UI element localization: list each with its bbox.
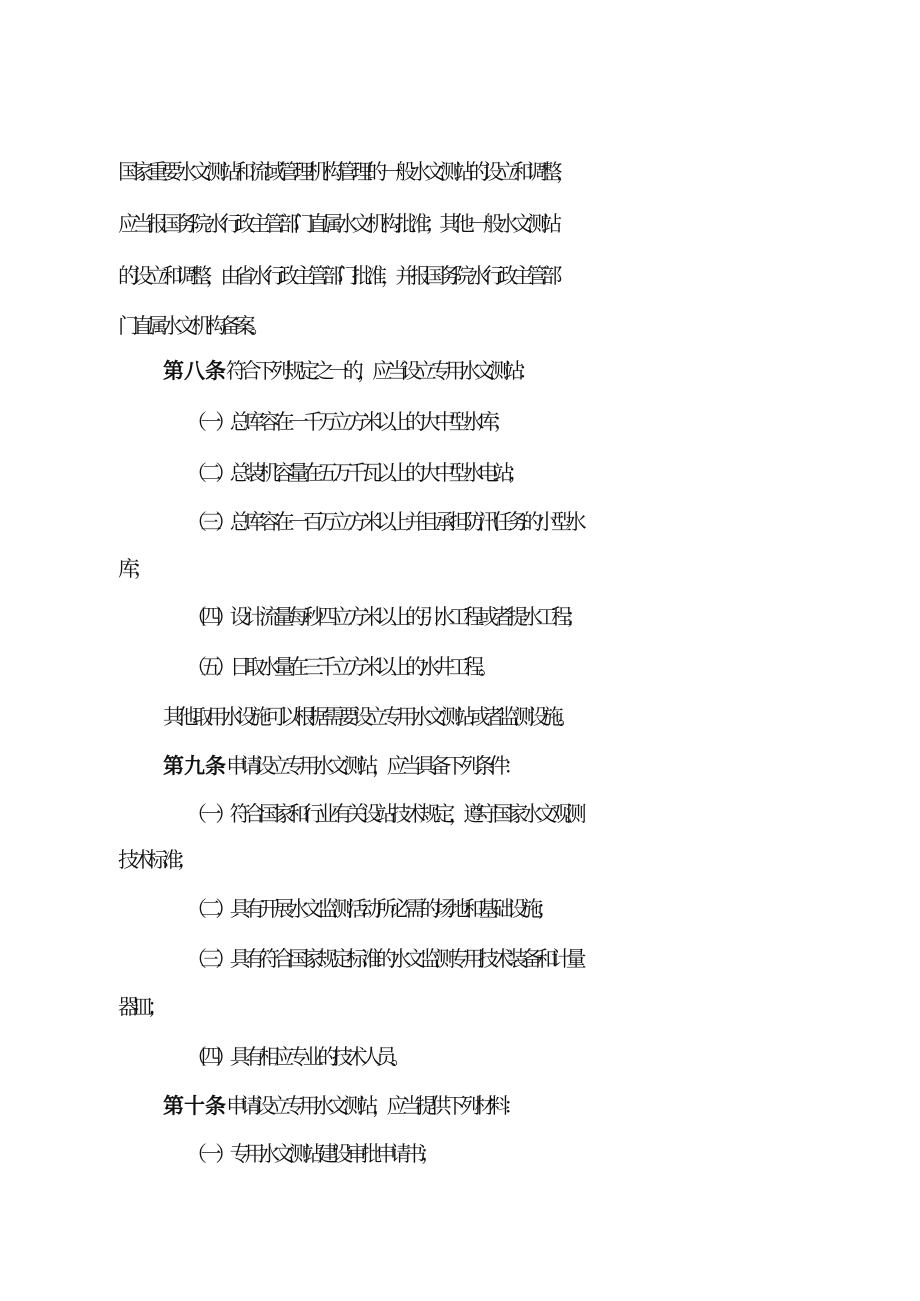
paragraph-line: 的设立和调整，由省水行政主管部门批准，并报国务院水行政主管部 — [118, 264, 556, 288]
list-item: （二）总装机容量在五万千瓦以上的大中型水电站； — [186, 461, 522, 485]
list-item: （四）设计流量每秒四立方米以上的引水工程或者提水工程； — [186, 605, 581, 629]
list-item: （一）符合国家和行业有关设站技术规定，遵守国家水文观测 — [186, 802, 581, 826]
article-10-text: 申请设立专用水文测站，应当提供下列材料： — [226, 1094, 518, 1118]
paragraph-line: 门直属水文机构备案。 — [118, 314, 264, 338]
list-item: （三）总库容在一百万立方米以上并且承担防汛任务的小型水 — [186, 510, 581, 534]
article-8-heading: 第八条 — [163, 359, 226, 383]
list-item: （三）具有符合国家规定标准的水文监测专用技术装备和计量 — [186, 947, 581, 971]
closing-line: 其他取用水设施可以根据需要设立专用水文测站或者监测设施。 — [163, 705, 572, 729]
paragraph-line: 国家重要水文测站和流域管理机构管理的一般水文测站的设立和调整， — [118, 160, 571, 184]
article-10-paragraph — [163, 1092, 920, 1120]
article-10-heading: 第十条 — [163, 1094, 226, 1118]
list-item-cont: 器皿； — [118, 995, 162, 1019]
article-9-heading: 第九条 — [163, 754, 226, 778]
article-9-text: 申请设立专用水文测站，应当具备下列条件： — [226, 754, 518, 778]
list-item-cont: 库； — [118, 557, 148, 581]
list-item: （五）日取水量在三千立方米以上的水井工程。 — [186, 655, 493, 679]
list-item-cont: 技术标准； — [118, 848, 191, 872]
article-8-paragraph — [163, 357, 920, 385]
list-item: （一）专用水文测站建设审批申请书； — [186, 1142, 435, 1166]
list-item: （二）具有开展水文监测活动所必需的场地和基础设施； — [186, 897, 551, 921]
list-item: （四）具有相应专业的技术人员。 — [186, 1045, 405, 1069]
list-item: （一）总库容在一千万立方米以上的大中型水库； — [186, 410, 508, 434]
paragraph-line: 应当报国务院水行政主管部门直属水文机构批准；其他一般水文测站 — [118, 212, 556, 236]
article-9-paragraph — [163, 752, 920, 780]
article-8-text: 符合下列规定之一的，应当设立专用水文测站： — [226, 359, 533, 383]
